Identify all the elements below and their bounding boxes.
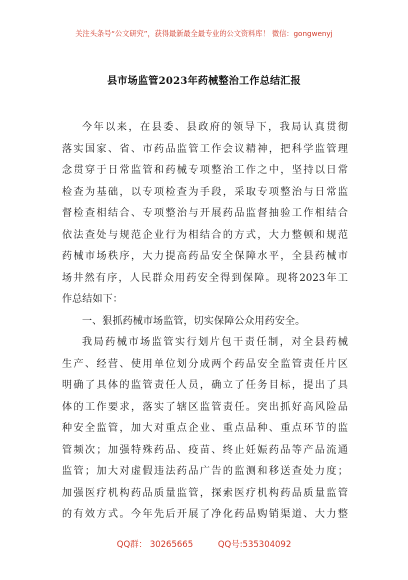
footer-qq-number: QQ号:535304092 [217, 540, 292, 550]
body-line: 明确了具体的监管责任人员，确立了任务目标，提出了具 [62, 380, 348, 391]
body-line: 管频次；加强特殊药品、疫苗、终止妊娠药品等产品流通 [62, 444, 348, 456]
body-line: 药械市场秩序，大力提高药品安全保障水平，全县药械市 [62, 251, 348, 262]
footer-qq-group: QQ群： 30265665 [116, 540, 194, 550]
body-line: 场井然有序，人民群众用药安全得到保障。现将2023年工 [62, 272, 348, 284]
header-banner: 关注头条号“公文研究”，获得最新最全最专业的公文资料库！ 微信：gongwenyj [75, 29, 333, 38]
footer-contact [0, 538, 408, 550]
body-line: 依法查处与规范企业行为相结合的方式，大力整顿和规范 [62, 229, 348, 241]
body-line: 监管；加大对虚假违法药品广告的监测和移送查处力度； [62, 466, 348, 477]
body-line: 体的工作要求，落实了辖区监管责任。突出抓好高风险品 [62, 401, 348, 413]
body-line: 生产、经营、使用单位划分成两个药品安全监管责任片区 [62, 358, 348, 370]
body-line: 加强医疗机构药品质量监管，探索医疗机构药品质量监管 [62, 487, 348, 499]
body-line: 督检查相结合、专项整治与开展药品监督抽验工作相结合 [62, 208, 348, 219]
body-line: 落实国家、省、市药品监管工作会议精神，把科学监管理 [62, 143, 348, 155]
body-line: 作总结如下： [62, 294, 123, 305]
body-line: 检查为基础，以专项检查为手段，采取专项整治与日常监 [62, 186, 348, 198]
body-line: 一、狠抓药械市场监管，切实保障公众用药安全。 [82, 315, 306, 327]
body-line: 今年以来，在县委、县政府的领导下，我局认真贯彻 [82, 122, 348, 133]
body-line: 的有效方式。今年先后开展了净化药品购销渠道、大力整 [62, 509, 348, 520]
body-line: 我局药械市场监管实行划片包干责任制，对全县药械 [82, 337, 348, 348]
body-line: 念贯穿于日常监管和药械专项整治工作之中，坚持以日常 [62, 165, 348, 176]
document-title: 县市场监管2023年药械整治工作总结汇报 [107, 76, 301, 87]
document-body [62, 117, 348, 526]
body-line: 种安全监管，加大对重点企业、重点品种、重点环节的监 [62, 423, 348, 434]
